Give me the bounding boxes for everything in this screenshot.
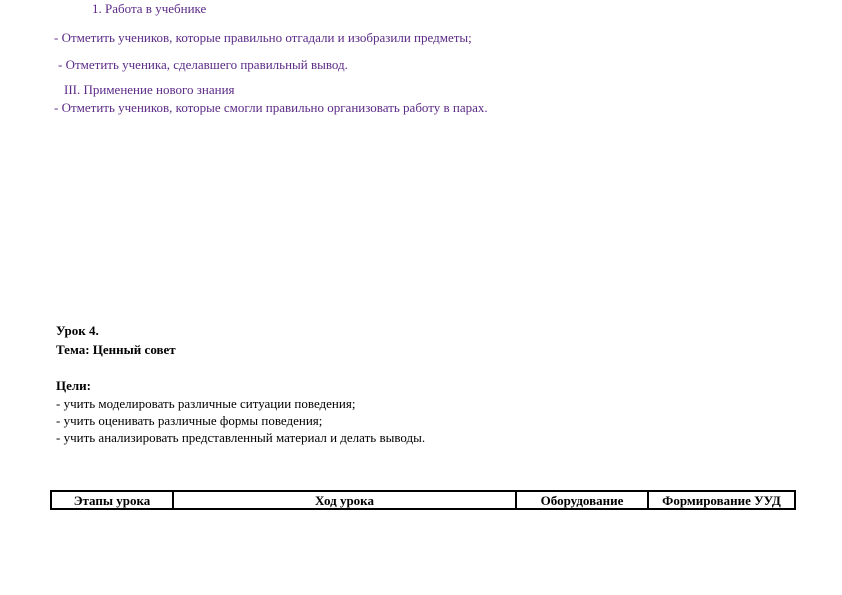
- lesson-number: Урок 4.: [56, 323, 99, 338]
- goal-item-3: - учить анализировать представленный материал и делать выводы.: [56, 430, 426, 445]
- note-guessed-objects: - Отметить учеников, которые правильно отгадали и изобразили предметы;: [54, 30, 472, 45]
- header-lesson-course: Ход урока: [173, 491, 516, 509]
- note-correct-conclusion: - Отметить ученика, сделавшего правильный вывод.: [58, 57, 348, 72]
- lesson-topic: Тема: Ценный совет: [56, 342, 176, 357]
- header-uud-formation: Формирование УУД: [648, 491, 795, 509]
- note-pair-work: - Отметить учеников, которые смогли правильно организовать работу в парах.: [54, 100, 488, 115]
- section-heading-apply-knowledge: III. Применение нового знания: [64, 82, 235, 97]
- goal-item-2: - учить оценивать различные формы поведения;: [56, 413, 323, 428]
- table-header-row: [51, 491, 795, 509]
- header-equipment: Оборудование: [516, 491, 648, 509]
- header-lesson-stages: Этапы урока: [51, 491, 173, 509]
- list-item-work-in-textbook: 1. Работа в учебнике: [92, 1, 207, 16]
- lesson-plan-table: [50, 490, 796, 510]
- goal-item-1: - учить моделировать различные ситуации поведения;: [56, 396, 356, 411]
- goals-heading: Цели:: [56, 378, 91, 393]
